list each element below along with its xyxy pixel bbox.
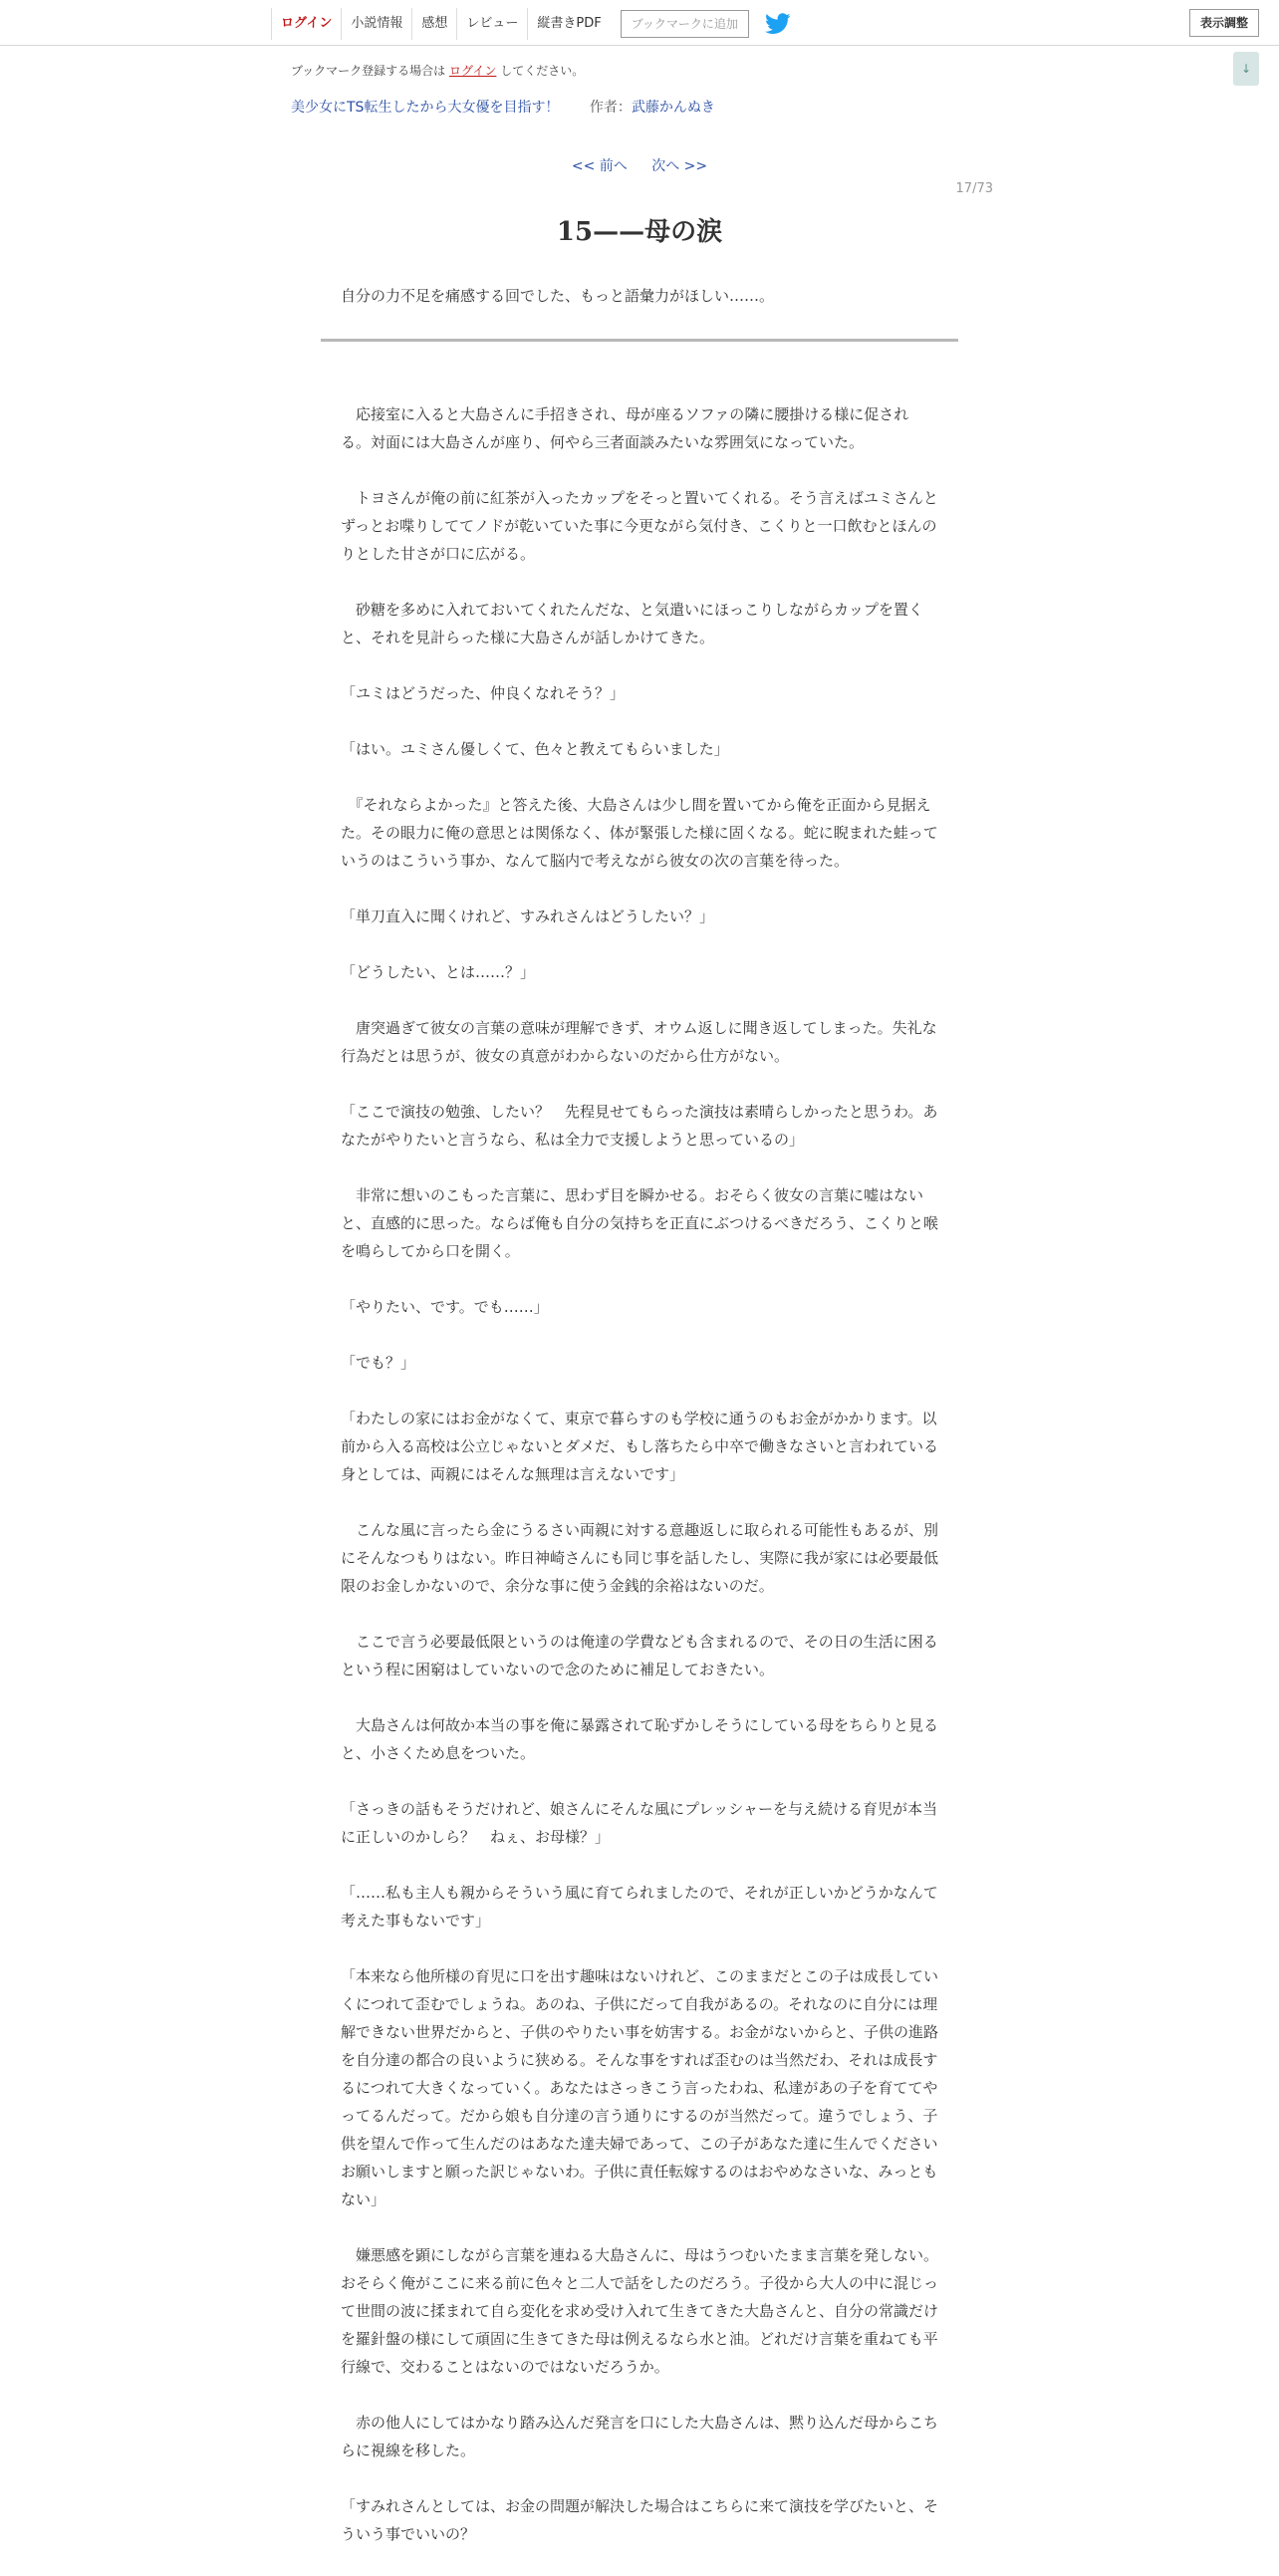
body-paragraph: 赤の他人にしてはかなり踏み込んだ発言を口にした大島さんは、黙り込んだ母からこちらに視線を移した。 xyxy=(341,2414,939,2459)
body-paragraph: 砂糖を多めに入れておいてくれたんだな、と気遣いにほっこりしながらカップを置くと、それを見計らった様に大島さんが話しかけてきた。 xyxy=(341,601,923,646)
scroll-down-tab[interactable]: ↓ xyxy=(1233,52,1259,86)
body-paragraph: 嫌悪感を顕にしながら言葉を連ねる大島さんに、母はうつむいたまま言葉を発しない。おそらく俺がここに来る前に色々と二人で話をしたのだろう。子役から大人の中に混じって世間の波に揉まれて自ら変化を求め受け入れて生きてきた大島さんと、自分の常識だけを羅針盤の様にして頑固に生きてきた母は例えるなら水と油。どれだけ言葉を重ねても平行線で、交わることはないのではないだろうか。 xyxy=(341,2246,939,2376)
chapter-title: 15——母の涙 xyxy=(556,217,723,247)
bookmark-note-prefix: ブックマーク登録する場合は xyxy=(291,64,446,78)
review-link[interactable]: レビュー xyxy=(456,8,527,40)
chapter-preface: 自分の力不足を痛感する回でした、もっと語彙力がほしい……。 xyxy=(341,287,775,305)
body-paragraph: 「どうしたい、とは……？」 xyxy=(341,963,536,981)
body-paragraph: 「ユミはどうだった、仲良くなれそう？」 xyxy=(341,684,626,702)
body-paragraph: 「さっきの話もそうだけれど、娘さんにそんな風にプレッシャーを与え続ける育児が本当に正しいのかしら？ ねぇ、お母様？」 xyxy=(341,1800,937,1846)
body-paragraph: 「でも？」 xyxy=(341,1354,416,1372)
body-paragraph: 「本来なら他所様の育児に口を出す趣味はないけれど、このままだとこの子は成長していくにつれて歪むでしょうね。あのね、子供にだって自我があるの。それなのに自分には理解できない世界だからと、子供のやりたい事を妨害する。お金がないからと、子供の進路を自分達の都合の良いように狭める。そんな事をすれば歪むのは当然だわ、それは成長するにつれて大きくなっていく。あなたはさっきこう言ったわね、私達があの子を育ててやってるんだって。だから娘も自分達の言う通りにするのが当然だって。違うでしょう、子供を望んで作って生んだのはあなた達夫婦であって、この子があなた達に生んでくださいお願いしますと願った訳じゃないわ。子供に責任転嫁するのはおやめなさいな、みっともない」 xyxy=(341,1967,939,2208)
body-paragraph: 「……私も主人も親からそういう風に育てられましたので、それが正しいかどうかなんて考えた事もないです」 xyxy=(341,1884,938,1930)
novel-header xyxy=(291,97,715,117)
author-name-link[interactable]: 武藤かんぬき xyxy=(631,100,715,116)
body-paragraph: 「わたしの家にはお金がなくて、東京で暮らすのも学校に通うのもお金がかかります。以前から入る高校は公立じゃないとダメだ、もし落ちたら中卒で働きなさいと言われている身としては、両親にはそんな無理は言えないです」 xyxy=(341,1410,939,1483)
novel-info-link[interactable]: 小説情報 xyxy=(341,8,411,40)
next-chapter-link[interactable]: 次へ >> xyxy=(651,158,708,174)
add-bookmark-button[interactable]: ブックマークに追加 xyxy=(621,10,749,38)
body-paragraph: 唐突過ぎて彼女の言葉の意味が理解できず、オウム返しに聞き返してしまった。失礼な行為だとは思うが、彼女の真意がわからないのだから仕方がない。 xyxy=(341,1019,937,1065)
login-link[interactable]: ログイン xyxy=(271,8,341,40)
display-adjust-button[interactable]: 表示調整 xyxy=(1189,9,1259,37)
body-paragraph: 「やりたい、です。でも……」 xyxy=(341,1298,549,1316)
preface-divider xyxy=(321,339,958,342)
vertical-pdf-link[interactable]: 縦書きPDF xyxy=(527,8,610,40)
body-paragraph: 「ここで演技の勉強、したい？ 先程見せてもらった演技は素晴らしかったと思うわ。あなたがやりたいと言うなら、私は全力で支援しようと思っているの」 xyxy=(341,1103,938,1149)
chapter-pager xyxy=(0,155,1279,175)
prev-chapter-link[interactable]: << 前へ xyxy=(571,158,628,174)
body-paragraph: 『それならよかった』と答えた後、大島さんは少し間を置いてから俺を正面から見据えた。その眼力に俺の意思とは関係なく、体が緊張した様に固くなる。蛇に睨まれた蛙っていうのはこういう事か、なんて脳内で考えながら彼女の次の言葉を待った。 xyxy=(341,796,938,870)
body-paragraph: トヨさんが俺の前に紅茶が入ったカップをそっと置いてくれる。そう言えばユミさんとずっとお喋りしててノドが乾いていた事に今更ながら気付き、こくりと一口飲むとほんのりとした甘さが口に広がる。 xyxy=(341,489,938,563)
body-paragraph: 大島さんは何故か本当の事を俺に暴露されて恥ずかしそうにしている母をちらりと見ると、小さくため息をついた。 xyxy=(341,1716,939,1762)
chapter-count: 17/73 xyxy=(955,181,993,196)
impressions-link[interactable]: 感想 xyxy=(411,8,456,40)
body-paragraph: 「はい。ユミさん優しくて、色々と教えてもらいました」 xyxy=(341,740,729,758)
body-paragraph: 「単刀直入に聞くけれど、すみれさんはどうしたい？」 xyxy=(341,907,715,925)
body-paragraph: 応接室に入ると大島さんに手招きされ、母が座るソファの隣に腰掛ける様に促される。対面には大島さんが座り、何やら三者面談みたいな雰囲気になっていた。 xyxy=(341,405,909,451)
bookmark-login-note xyxy=(291,62,584,79)
top-navigation-bar xyxy=(0,0,1279,46)
main-nav xyxy=(271,8,791,40)
novel-title-link[interactable]: 美少女にTS転生したから大女優を目指す！ xyxy=(291,100,560,116)
body-paragraph: 「すみれさんとしては、お金の問題が解決した場合はこちらに来て演技を学びたいと、そういう事でいいの？ xyxy=(341,2497,939,2543)
twitter-bird-icon[interactable] xyxy=(765,13,791,35)
bookmark-note-login-link[interactable]: ログイン xyxy=(449,64,497,78)
author-label: 作者： xyxy=(589,100,632,116)
novel-body-text xyxy=(341,400,938,2576)
body-paragraph: こんな風に言ったら金にうるさい両親に対する意趣返しに取られる可能性もあるが、別にそんなつもりはない。昨日神崎さんにも同じ事を話したし、実際に我が家には必要最低限のお金しかないので、余分な事に使う金銭的余裕はないのだ。 xyxy=(341,1521,939,1595)
body-paragraph: ここで言う必要最低限というのは俺達の学費なども含まれるので、その日の生活に困るという程に困窮はしていないので念のために補足しておきたい。 xyxy=(341,1633,938,1678)
bookmark-note-suffix: してください。 xyxy=(500,64,585,78)
body-paragraph: 非常に想いのこもった言葉に、思わず目を瞬かせる。おそらく彼女の言葉に嘘はないと、直感的に思った。ならば俺も自分の気持ちを正直にぶつけるべきだろう、こくりと喉を鳴らしてから口を開く。 xyxy=(341,1186,939,1260)
